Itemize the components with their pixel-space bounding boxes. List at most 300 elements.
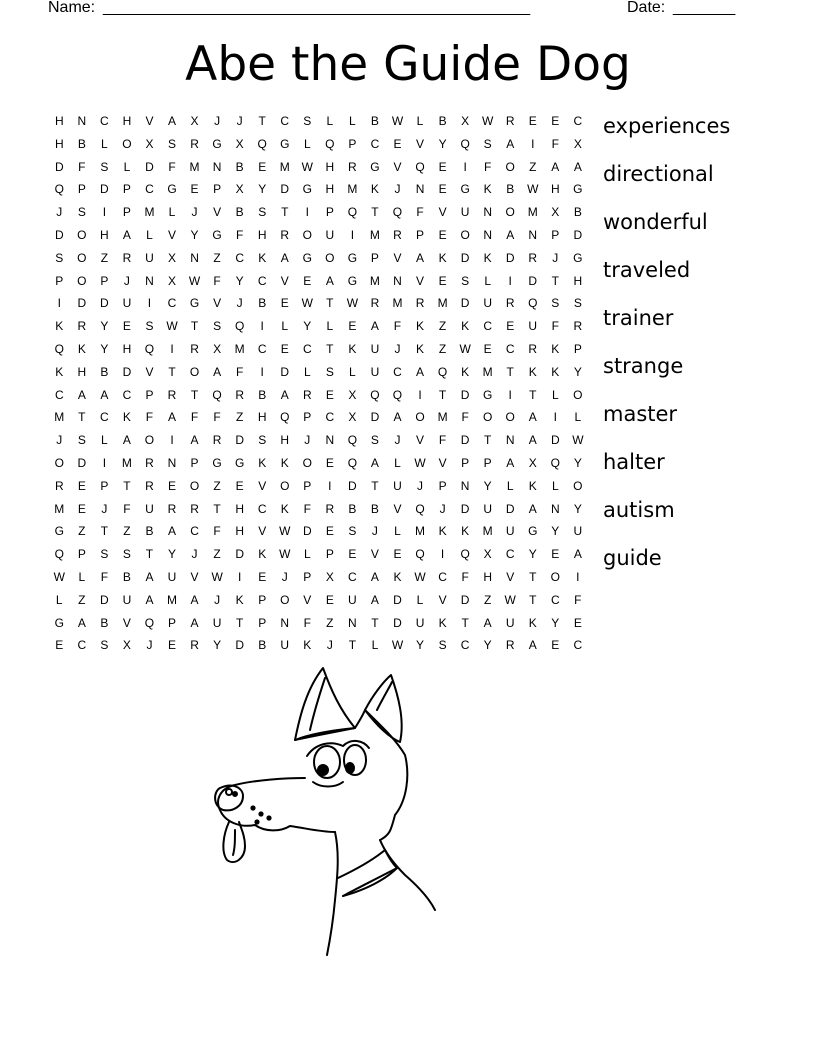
grid-letter[interactable]: V (145, 364, 154, 379)
grid-letter[interactable]: A (122, 227, 131, 242)
grid-letter[interactable]: U (280, 638, 290, 653)
grid-letter[interactable]: P (258, 592, 267, 607)
grid-letter[interactable]: G (460, 182, 470, 197)
grid-letter[interactable]: H (257, 227, 267, 242)
grid-letter[interactable]: Y (573, 455, 582, 470)
grid-letter[interactable]: Z (438, 319, 447, 334)
grid-letter[interactable]: A (528, 638, 537, 653)
grid-letter[interactable]: G (347, 273, 358, 288)
grid-letter[interactable]: O (54, 455, 64, 470)
grid-letter[interactable]: D (505, 501, 515, 516)
grid-letter[interactable]: X (573, 136, 582, 151)
grid-letter[interactable]: C (302, 341, 312, 356)
grid-letter[interactable]: Q (392, 387, 403, 402)
grid-letter[interactable]: G (573, 250, 583, 265)
grid-letter[interactable]: W (391, 638, 404, 653)
grid-letter[interactable]: C (370, 136, 380, 151)
grid-letter[interactable]: P (190, 455, 199, 470)
grid-letter[interactable]: N (505, 433, 515, 448)
grid-letter[interactable]: N (325, 433, 335, 448)
grid-letter[interactable]: X (325, 569, 334, 584)
grid-letter[interactable]: Q (528, 296, 538, 311)
grid-letter[interactable]: T (235, 615, 244, 630)
grid-letter[interactable]: Q (280, 410, 290, 425)
grid-letter[interactable]: D (235, 433, 244, 448)
grid-letter[interactable]: L (394, 524, 401, 539)
grid-letter[interactable]: J (394, 182, 401, 197)
grid-letter[interactable]: R (190, 638, 199, 653)
grid-letter[interactable]: J (552, 250, 559, 265)
grid-letter[interactable]: O (189, 478, 200, 493)
grid-letter[interactable]: E (348, 547, 357, 562)
grid-letter[interactable]: T (258, 114, 266, 128)
name-field[interactable]: ________________________________________________ (103, 0, 531, 16)
grid-letter[interactable]: L (416, 592, 424, 607)
grid-letter[interactable]: L (371, 638, 379, 653)
grid-letter[interactable]: V (258, 524, 267, 539)
grid-letter[interactable]: Y (235, 273, 244, 288)
grid-letter[interactable]: P (303, 569, 312, 584)
grid-letter[interactable]: M (167, 592, 177, 607)
grid-letter[interactable]: C (54, 387, 64, 402)
grid-letter[interactable]: W (459, 341, 471, 356)
grid-letter[interactable]: C (550, 592, 560, 607)
grid-letter[interactable]: A (416, 364, 425, 379)
grid-letter[interactable]: D (54, 159, 64, 174)
grid-letter[interactable]: O (505, 205, 515, 220)
grid-letter[interactable]: E (77, 501, 86, 516)
grid-letter[interactable]: C (393, 364, 402, 379)
grid-letter[interactable]: M (437, 296, 448, 311)
grid-letter[interactable]: U (415, 615, 425, 630)
grid-letter[interactable]: C (100, 410, 109, 425)
grid-letter[interactable]: O (280, 478, 290, 493)
grid-letter[interactable]: F (416, 205, 424, 220)
grid-letter[interactable]: Z (123, 524, 131, 539)
grid-letter[interactable]: A (77, 615, 86, 630)
grid-letter[interactable]: L (506, 478, 514, 493)
grid-letter[interactable]: R (122, 250, 132, 265)
grid-letter[interactable]: U (122, 592, 132, 607)
grid-letter[interactable]: A (370, 319, 379, 334)
grid-letter[interactable]: A (528, 433, 537, 448)
grid-letter[interactable]: L (349, 114, 356, 128)
grid-letter[interactable]: T (551, 273, 559, 288)
grid-letter[interactable]: A (393, 410, 402, 425)
grid-letter[interactable]: I (508, 387, 512, 402)
grid-letter[interactable]: D (280, 182, 290, 197)
grid-letter[interactable]: B (258, 296, 267, 311)
grid-letter[interactable]: F (235, 364, 244, 379)
grid-letter[interactable]: Z (213, 250, 221, 265)
grid-letter[interactable]: T (529, 592, 537, 607)
grid-letter[interactable]: A (370, 455, 379, 470)
grid-letter[interactable]: L (326, 114, 334, 128)
grid-letter[interactable]: Q (347, 455, 358, 470)
grid-letter[interactable]: K (77, 341, 86, 356)
grid-letter[interactable]: Q (212, 387, 222, 402)
grid-letter[interactable]: D (550, 433, 560, 448)
grid-letter[interactable]: Y (190, 227, 199, 242)
grid-letter[interactable]: A (280, 387, 289, 402)
grid-letter[interactable]: N (190, 250, 199, 265)
grid-letter[interactable]: T (145, 547, 154, 562)
grid-letter[interactable]: A (280, 250, 289, 265)
grid-letter[interactable]: E (393, 136, 402, 151)
grid-letter[interactable]: C (257, 273, 267, 288)
grid-letter[interactable]: S (483, 136, 492, 151)
grid-letter[interactable]: O (573, 387, 583, 402)
grid-letter[interactable]: D (460, 433, 470, 448)
grid-letter[interactable]: B (235, 159, 244, 174)
grid-letter[interactable]: C (483, 319, 492, 334)
grid-letter[interactable]: N (460, 478, 470, 493)
grid-letter[interactable]: D (348, 478, 357, 493)
grid-letter[interactable]: J (191, 205, 198, 220)
grid-letter[interactable]: U (167, 569, 177, 584)
grid-letter[interactable]: X (168, 250, 177, 265)
grid-letter[interactable]: A (145, 569, 154, 584)
grid-letter[interactable]: O (77, 250, 87, 265)
grid-letter[interactable]: O (550, 569, 560, 584)
grid-letter[interactable]: Q (392, 205, 403, 220)
grid-letter[interactable]: V (393, 250, 402, 265)
grid-letter[interactable]: V (168, 227, 177, 242)
grid-letter[interactable]: K (551, 341, 560, 356)
grid-letter[interactable]: I (508, 273, 512, 288)
grid-letter[interactable]: I (463, 159, 467, 174)
grid-letter[interactable]: S (258, 433, 267, 448)
grid-letter[interactable]: E (325, 387, 334, 402)
grid-letter[interactable]: F (190, 410, 199, 425)
grid-letter[interactable]: O (302, 455, 312, 470)
grid-letter[interactable]: I (531, 136, 535, 151)
grid-letter[interactable]: T (190, 387, 199, 402)
grid-letter[interactable]: H (483, 569, 492, 584)
grid-letter[interactable]: H (122, 114, 132, 128)
grid-letter[interactable]: V (303, 592, 312, 607)
grid-letter[interactable]: K (438, 524, 447, 539)
grid-letter[interactable]: B (573, 205, 582, 220)
grid-letter[interactable]: V (506, 569, 515, 584)
grid-letter[interactable]: F (168, 159, 176, 174)
grid-letter[interactable]: S (258, 205, 267, 220)
grid-letter[interactable]: V (258, 478, 267, 493)
grid-letter[interactable]: V (190, 569, 199, 584)
grid-letter[interactable]: D (460, 296, 470, 311)
grid-letter[interactable]: Q (257, 136, 267, 151)
grid-letter[interactable]: L (123, 159, 131, 174)
grid-letter[interactable]: R (190, 136, 199, 151)
grid-letter[interactable]: Z (235, 410, 244, 425)
grid-letter[interactable]: W (211, 569, 223, 584)
grid-letter[interactable]: E (551, 547, 560, 562)
grid-letter[interactable]: A (190, 592, 199, 607)
grid-letter[interactable]: P (438, 478, 447, 493)
grid-letter[interactable]: A (168, 410, 177, 425)
grid-letter[interactable]: Z (78, 592, 86, 607)
grid-letter[interactable]: R (77, 319, 87, 334)
grid-letter[interactable]: T (371, 478, 379, 493)
grid-letter[interactable]: Y (573, 501, 582, 516)
grid-letter[interactable]: H (54, 114, 64, 128)
grid-letter[interactable]: E (280, 296, 289, 311)
grid-letter[interactable]: I (102, 205, 107, 220)
grid-letter[interactable]: P (77, 547, 86, 562)
grid-letter[interactable]: K (280, 455, 289, 470)
grid-letter[interactable]: U (573, 524, 583, 539)
grid-letter[interactable]: E (325, 592, 334, 607)
grid-letter[interactable]: I (576, 569, 580, 584)
grid-letter[interactable]: R (370, 296, 380, 311)
grid-letter[interactable]: D (460, 250, 470, 265)
grid-letter[interactable]: C (235, 250, 244, 265)
grid-letter[interactable]: K (528, 615, 537, 630)
grid-letter[interactable]: Q (415, 501, 425, 516)
grid-letter[interactable]: I (553, 410, 557, 425)
grid-letter[interactable]: F (123, 501, 131, 516)
grid-letter[interactable]: T (281, 205, 289, 220)
grid-letter[interactable]: X (213, 341, 222, 356)
grid-letter[interactable]: I (260, 364, 264, 379)
grid-letter[interactable]: T (348, 638, 357, 653)
grid-letter[interactable]: V (416, 433, 425, 448)
grid-letter[interactable]: J (326, 638, 333, 653)
grid-letter[interactable]: R (573, 319, 583, 334)
grid-letter[interactable]: Q (415, 159, 425, 174)
grid-letter[interactable]: Q (460, 136, 470, 151)
grid-letter[interactable]: O (505, 410, 515, 425)
grid-letter[interactable]: K (235, 592, 244, 607)
grid-letter[interactable]: F (438, 433, 447, 448)
grid-letter[interactable]: J (304, 433, 311, 448)
grid-letter[interactable]: M (527, 205, 538, 220)
grid-letter[interactable]: T (168, 364, 176, 379)
grid-letter[interactable]: X (168, 273, 177, 288)
grid-letter[interactable]: K (258, 455, 267, 470)
grid-letter[interactable]: U (145, 250, 154, 265)
grid-letter[interactable]: V (438, 455, 447, 470)
grid-letter[interactable]: J (123, 273, 130, 288)
grid-letter[interactable]: U (370, 364, 380, 379)
grid-letter[interactable]: L (303, 547, 311, 562)
grid-letter[interactable]: X (483, 547, 492, 562)
grid-letter[interactable]: H (325, 182, 335, 197)
grid-letter[interactable]: U (145, 501, 154, 516)
grid-letter[interactable]: E (168, 638, 177, 653)
grid-letter[interactable]: K (348, 341, 357, 356)
grid-letter[interactable]: M (54, 410, 65, 425)
grid-letter[interactable]: S (77, 433, 86, 448)
grid-letter[interactable]: M (482, 524, 493, 539)
grid-letter[interactable]: P (55, 273, 64, 288)
grid-letter[interactable]: K (461, 364, 470, 379)
grid-letter[interactable]: D (280, 364, 290, 379)
grid-letter[interactable]: R (528, 341, 538, 356)
grid-letter[interactable]: P (348, 136, 357, 151)
grid-letter[interactable]: S (370, 433, 379, 448)
grid-letter[interactable]: S (303, 114, 312, 128)
grid-letter[interactable]: L (416, 114, 424, 128)
grid-letter[interactable]: Q (550, 455, 560, 470)
grid-letter[interactable]: J (146, 638, 153, 653)
grid-letter[interactable]: F (303, 501, 311, 516)
grid-letter[interactable]: S (461, 273, 470, 288)
grid-letter[interactable]: B (370, 501, 379, 516)
grid-letter[interactable]: T (371, 205, 379, 220)
grid-letter[interactable]: C (505, 547, 515, 562)
grid-letter[interactable]: J (417, 478, 424, 493)
grid-letter[interactable]: W (279, 524, 291, 539)
grid-letter[interactable]: E (551, 638, 560, 653)
grid-letter[interactable]: A (573, 547, 582, 562)
grid-letter[interactable]: D (460, 387, 470, 402)
grid-letter[interactable]: H (257, 410, 267, 425)
grid-letter[interactable]: V (213, 296, 222, 311)
grid-letter[interactable]: K (122, 410, 131, 425)
grid-letter[interactable]: V (213, 205, 222, 220)
grid-letter[interactable]: O (573, 478, 583, 493)
grid-letter[interactable]: I (147, 296, 152, 311)
grid-letter[interactable]: F (213, 524, 221, 539)
grid-letter[interactable]: A (145, 592, 154, 607)
grid-letter[interactable]: J (439, 501, 446, 516)
grid-letter[interactable]: K (55, 319, 64, 334)
grid-letter[interactable]: P (258, 615, 267, 630)
grid-letter[interactable]: F (303, 615, 311, 630)
grid-letter[interactable]: A (190, 615, 199, 630)
grid-letter[interactable]: E (438, 159, 447, 174)
grid-letter[interactable]: T (371, 615, 379, 630)
grid-letter[interactable]: Y (258, 182, 267, 197)
grid-letter[interactable]: O (302, 227, 312, 242)
grid-letter[interactable]: J (191, 547, 198, 562)
grid-letter[interactable]: H (122, 341, 132, 356)
grid-letter[interactable]: Q (54, 182, 64, 197)
grid-letter[interactable]: E (325, 524, 334, 539)
grid-letter[interactable]: F (393, 319, 402, 334)
grid-letter[interactable]: P (416, 227, 425, 242)
grid-letter[interactable]: E (55, 638, 64, 653)
grid-letter[interactable]: G (212, 227, 222, 242)
grid-letter[interactable]: X (461, 114, 470, 128)
grid-letter[interactable]: N (528, 227, 538, 242)
grid-letter[interactable]: K (258, 547, 267, 562)
grid-letter[interactable]: J (214, 592, 221, 607)
grid-letter[interactable]: M (347, 182, 358, 197)
grid-letter[interactable]: E (438, 273, 447, 288)
grid-letter[interactable]: E (122, 319, 131, 334)
grid-letter[interactable]: I (350, 227, 355, 242)
grid-letter[interactable]: N (550, 501, 560, 516)
grid-letter[interactable]: Q (370, 387, 380, 402)
grid-letter[interactable]: P (370, 250, 379, 265)
grid-letter[interactable]: H (77, 364, 87, 379)
grid-letter[interactable]: E (325, 455, 334, 470)
grid-letter[interactable]: X (145, 136, 154, 151)
grid-letter[interactable]: W (301, 159, 313, 174)
grid-letter[interactable]: D (370, 410, 380, 425)
grid-letter[interactable]: U (370, 341, 380, 356)
grid-letter[interactable]: M (54, 501, 65, 516)
grid-letter[interactable]: K (551, 364, 560, 379)
grid-letter[interactable]: U (122, 296, 132, 311)
grid-letter[interactable]: J (214, 114, 221, 128)
grid-letter[interactable]: P (122, 182, 131, 197)
grid-letter[interactable]: Q (54, 341, 64, 356)
grid-letter[interactable]: C (77, 638, 87, 653)
grid-letter[interactable]: K (280, 501, 289, 516)
grid-letter[interactable]: B (348, 501, 357, 516)
grid-letter[interactable]: G (167, 182, 177, 197)
grid-letter[interactable]: W (391, 114, 404, 128)
grid-letter[interactable]: W (572, 433, 584, 448)
grid-letter[interactable]: Q (144, 615, 155, 630)
grid-letter[interactable]: J (371, 524, 378, 539)
grid-letter[interactable]: F (461, 410, 469, 425)
grid-letter[interactable]: K (461, 524, 470, 539)
grid-letter[interactable]: L (349, 364, 356, 379)
grid-letter[interactable]: D (77, 296, 87, 311)
grid-letter[interactable]: V (280, 273, 289, 288)
grid-letter[interactable]: U (460, 205, 470, 220)
grid-letter[interactable]: Y (483, 638, 492, 653)
grid-letter[interactable]: R (54, 478, 64, 493)
grid-letter[interactable]: G (54, 615, 64, 630)
grid-letter[interactable]: P (573, 341, 582, 356)
grid-letter[interactable]: R (505, 296, 515, 311)
grid-letter[interactable]: U (483, 501, 492, 516)
grid-letter[interactable]: P (303, 478, 312, 493)
grid-letter[interactable]: C (348, 569, 357, 584)
grid-letter[interactable]: F (235, 227, 244, 242)
grid-letter[interactable]: C (190, 524, 199, 539)
grid-letter[interactable]: K (258, 250, 267, 265)
grid-letter[interactable]: P (77, 182, 86, 197)
grid-letter[interactable]: D (393, 592, 402, 607)
grid-letter[interactable]: U (483, 296, 492, 311)
grid-letter[interactable]: R (528, 250, 538, 265)
grid-letter[interactable]: B (258, 387, 267, 402)
grid-letter[interactable]: H (550, 182, 560, 197)
grid-letter[interactable]: R (280, 227, 290, 242)
grid-letter[interactable]: M (415, 524, 426, 539)
grid-letter[interactable]: E (483, 341, 492, 356)
grid-letter[interactable]: J (236, 114, 243, 128)
grid-letter[interactable]: Y (303, 319, 312, 334)
grid-letter[interactable]: T (100, 524, 109, 539)
grid-letter[interactable]: D (393, 615, 402, 630)
grid-letter[interactable]: H (100, 227, 109, 242)
grid-letter[interactable]: K (416, 319, 425, 334)
grid-letter[interactable]: G (280, 136, 290, 151)
grid-letter[interactable]: D (77, 455, 87, 470)
grid-letter[interactable]: B (258, 638, 267, 653)
grid-letter[interactable]: S (348, 524, 357, 539)
grid-letter[interactable]: H (573, 273, 583, 288)
grid-letter[interactable]: Q (347, 205, 358, 220)
grid-letter[interactable]: I (170, 433, 174, 448)
grid-letter[interactable]: K (483, 182, 492, 197)
grid-letter[interactable]: R (190, 341, 199, 356)
grid-letter[interactable]: R (167, 387, 177, 402)
grid-letter[interactable]: F (461, 569, 469, 584)
grid-letter[interactable]: O (77, 227, 87, 242)
grid-letter[interactable]: C (145, 182, 154, 197)
grid-letter[interactable]: U (505, 524, 515, 539)
grid-letter[interactable]: C (122, 387, 132, 402)
grid-letter[interactable]: R (302, 387, 312, 402)
